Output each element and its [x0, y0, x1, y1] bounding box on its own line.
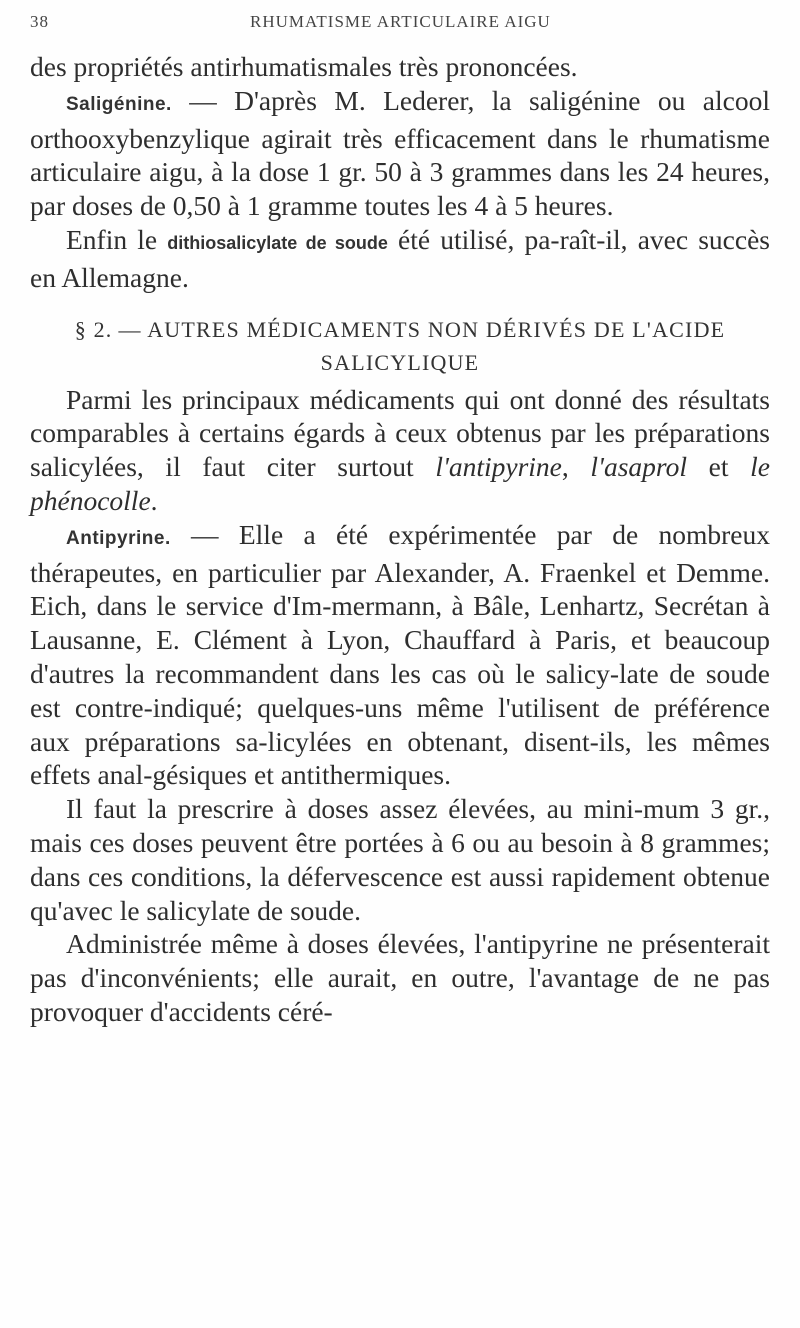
paragraph-dithiosalicylate [30, 223, 770, 295]
paragraph-text: Il faut la prescrire à doses assez élevées, au mini-mum 3 gr., mais ces doses peuvent être portées à 6 ou au besoin à 8 grammes; dans ces conditions, la défervescence est aussi rapidement obtenue qu'avec le salicylate de soude. [30, 793, 770, 926]
paragraph-text: — D'après M. Lederer, la saligénine ou alcool orthooxybenzylique agirait très efficacement dans le rhumatisme articulaire aigu, à la dose 1 gr. 50 à 3 grammes dans les 24 heures, par doses de 0,50 à 1 gramme toutes les 4 à 5 heures. [30, 84, 770, 222]
paragraph-text: des propriétés antirhumatismales très prononcées. [30, 51, 578, 82]
paragraph-administration [30, 927, 770, 1028]
section-number: § 2. [74, 316, 113, 342]
paragraph-text: Enfin le [66, 223, 168, 255]
section-heading [30, 313, 770, 379]
separator: et [686, 451, 751, 483]
term-saligenine: Saligénine. [66, 93, 172, 115]
running-title: RHUMATISME ARTICULAIRE AIGU [250, 12, 551, 31]
separator: , [561, 451, 591, 483]
running-head [30, 12, 760, 40]
paragraph-antipyrine [30, 518, 770, 792]
paragraph-doses [30, 792, 770, 927]
term-antipyrine: Antipyrine. [66, 527, 171, 549]
separator: . [150, 484, 158, 516]
term-antipyrine-italic: l'antipyrine [435, 451, 562, 483]
paragraph-saligenine [30, 84, 770, 223]
paragraph-continuation [30, 50, 770, 84]
paragraph-text: été utilisé, pa-raît-il, avec succès en Allemagne. [30, 223, 770, 293]
term-phenocolle-italic: le phénocolle [30, 451, 770, 516]
paragraph-text: Parmi les principaux médicaments qui ont donné des résultats comparables à certains égards à ceux obtenus par les préparations salicylées, il faut citer surtout [30, 383, 770, 483]
term-dithiosalicylate: dithiosalicylate de soude [167, 232, 388, 253]
page-body [30, 50, 770, 1029]
paragraph-parmi [30, 383, 770, 518]
page-number: 38 [30, 12, 49, 31]
section-title: — AUTRES MÉDICAMENTS NON DÉRIVÉS DE L'ACIDE SALICYLIQUE [118, 316, 726, 375]
term-asaprol-italic: l'asaprol [590, 451, 687, 483]
paragraph-text: — Elle a été expérimentée par de nombreux thérapeutes, en particulier par Alexander, A. Fraenkel et Demme. Eich, dans le service d'Im-mermann, à Bâle, Lenhartz, Secrétan à Lausanne, E. Clément à Lyon, Chauffard à Paris, et beaucoup d'autres la recommandent dans les cas où le salicy-late de soude est contre-indiqué; quelques-uns même l'utilisent de préférence aux préparations sa-licylées en obtenant, disent-ils, les mêmes effets anal-gésiques et antithermiques. [30, 518, 770, 791]
paragraph-text: Administrée même à doses élevées, l'antipyrine ne présenterait pas d'inconvénients; elle aurait, en outre, l'avantage de ne pas provoquer d'accidents céré- [30, 928, 770, 1027]
